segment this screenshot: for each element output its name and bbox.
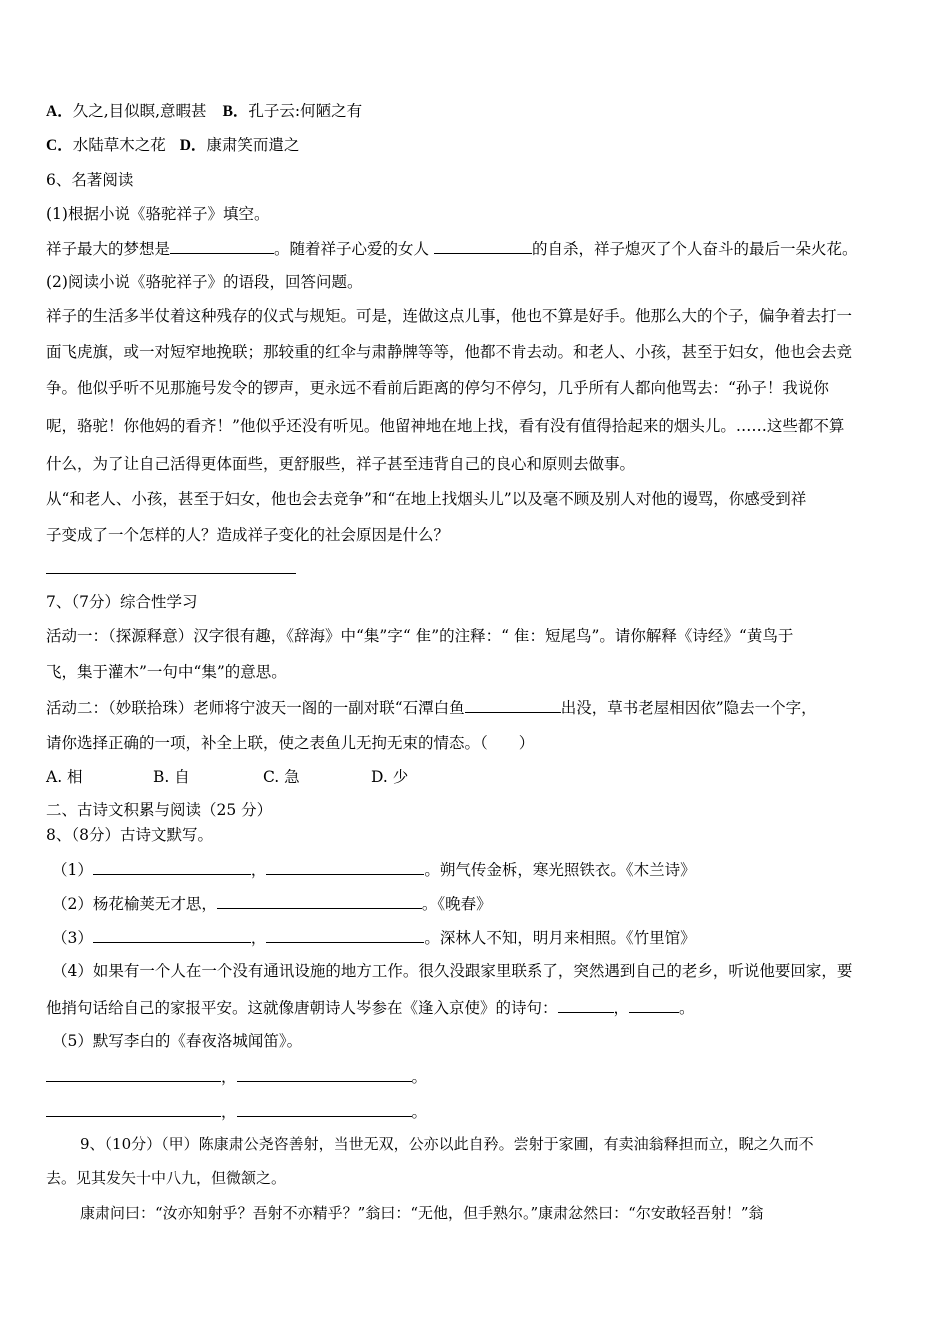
q7-activity2-c: 请你选择正确的一项，补全上联，使之表鱼儿无拘无束的情态。（ ）: [46, 734, 535, 752]
q7-title: 7、（7分）综合性学习: [46, 593, 198, 611]
q8-title: 8、（8分）古诗文默写。: [46, 826, 213, 844]
q7-activity2-b: 出没，草书老屋相因依”隐去一个字，: [560, 699, 817, 717]
separator: ，: [250, 929, 267, 947]
q8-item4-text: 他捎句话给自己的家报平安。这就像唐朝诗人岑参在《逢入京使》的诗句：: [46, 999, 558, 1017]
separator: ，: [221, 1103, 237, 1121]
q8-item4-line2: [46, 997, 695, 1018]
q7-options: [46, 767, 408, 787]
q6-part2: (2)阅读小说《骆驼祥子》的语段，回答问题。: [46, 273, 363, 291]
answer-blank[interactable]: [93, 927, 251, 943]
option-a-text: 久之,目似瞑,意暇甚: [72, 102, 207, 120]
option-a-label: A．: [46, 103, 73, 120]
option-c-label: C．: [46, 137, 73, 154]
q6-part1: (1)根据小说《骆驼祥子》填空。: [46, 205, 270, 223]
q6-question-line: 从“和老人、小孩，甚至于妇女，他也会去竞争”和“在地上找烟头儿”以及毫不顾及别人对他的谩骂，你感受到祥: [46, 490, 807, 508]
q8-item5-answer-row: [46, 1066, 427, 1087]
answer-blank[interactable]: [93, 859, 251, 875]
separator: ，: [613, 999, 630, 1017]
answer-blank[interactable]: [434, 238, 532, 254]
answer-blank[interactable]: [46, 1066, 221, 1082]
q5-option-row-ab: [46, 101, 362, 122]
q8-item5-answer-row: [46, 1101, 427, 1122]
period: 。: [411, 1068, 428, 1086]
q6-passage-line: 祥子的生活多半仗着这种残存的仪式与规矩。可是，连做这点儿事，他也不算是好手。他那么大的个子，偏争着去打一: [46, 307, 853, 325]
answer-blank[interactable]: [266, 927, 424, 943]
option-b-label: B．: [222, 103, 249, 120]
q8-item2-tail: 。《晚春》: [421, 895, 492, 913]
period: 。: [411, 1103, 428, 1121]
q7-activity2-line: [46, 697, 817, 718]
q7-option-b: B. 自: [153, 768, 190, 786]
option-c-text: 水陆草木之花: [72, 136, 166, 154]
q9-paragraph2-line: 康肃问曰：“汝亦知射乎？吾射不亦精乎？”翁曰：“无他，但手熟尔。”康肃忿然曰：“尔安敢轻吾射！”翁: [80, 1204, 764, 1222]
q6-passage-line: 面飞虎旗，或一对短窄地挽联；那较重的红伞与肃静牌等等，他都不肯去动。和老人、小孩，甚至于妇女，他也会去竞: [46, 343, 853, 361]
answer-blank[interactable]: [46, 1101, 221, 1117]
option-d-text: 康肃笑而遣之: [206, 136, 300, 154]
q9-paragraph1-line: 9、（10分）（甲）陈康肃公尧咨善射，当世无双，公亦以此自矜。尝射于家圃，有卖油翁释担而立，睨之久而不: [80, 1135, 814, 1153]
q6-passage-line: 争。他似乎听不见那施号发令的锣声，更永远不看前后距离的停匀不停匀，几乎所有人都向他骂去：“孙子！我说你: [46, 379, 829, 397]
q8-item2-label: （2）杨花榆荚无才思，: [52, 895, 217, 913]
option-b-text: 孔子云:何陋之有: [248, 102, 363, 120]
q8-item3: [52, 927, 696, 948]
q7-activity2-a: 活动二：（妙联拾珠）老师将宁波天一阁的一副对联“石潭白鱼: [46, 699, 465, 717]
q6-fill-a: 祥子最大的梦想是: [46, 240, 171, 258]
period: 。: [679, 999, 695, 1017]
q6-question-line: 子变成了一个怎样的人？造成祥子变化的社会原因是什么？: [46, 526, 450, 544]
answer-blank[interactable]: [237, 1066, 412, 1082]
q6-fill-b: 。随着祥子心爱的女人: [274, 240, 434, 258]
q8-item3-tail: 。深林人不知，明月来相照。《竹里馆》: [424, 929, 696, 947]
answer-blank[interactable]: [629, 997, 679, 1013]
q7-option-a: A. 相: [46, 768, 83, 786]
q9-paragraph1-line: 去。见其发矢十中八九，但微颔之。: [46, 1169, 287, 1187]
q8-item2: [52, 893, 492, 914]
option-d-label: D．: [179, 137, 207, 154]
separator: ，: [221, 1068, 237, 1086]
q7-activity1-line: 活动一：（探源释意）汉字很有趣，《辞海》中“集”字“ 隹”的注释：“ 隹：短尾鸟”。请你解释《诗经》“黄鸟于: [46, 627, 794, 645]
q8-item1-label: （1）: [52, 861, 93, 879]
q6-passage-line: 什么，为了让自己活得更体面些，更舒服些，祥子甚至违背自己的良心和原则去做事。: [46, 455, 636, 473]
q7-activity1-line: 飞，集于灌木”一句中“集”的意思。: [46, 663, 287, 681]
answer-line[interactable]: [46, 573, 296, 574]
answer-blank[interactable]: [465, 697, 561, 713]
q5-option-row-cd: [46, 135, 299, 156]
answer-blank[interactable]: [170, 238, 274, 254]
q7-option-d: D. 少: [371, 768, 409, 786]
q6-fill-line: [46, 238, 857, 259]
answer-blank[interactable]: [266, 859, 424, 875]
q8-item1: [52, 859, 696, 880]
q6-passage-line: 呢，骆驼！你他妈的看齐！”他似乎还没有听见。他留神地在地上找，看有没有值得拾起来的烟头儿。……这些都不算: [46, 417, 845, 435]
separator: ，: [250, 861, 267, 879]
answer-blank[interactable]: [217, 893, 422, 909]
q8-item3-label: （3）: [52, 929, 93, 947]
answer-blank[interactable]: [237, 1101, 412, 1117]
section-heading: 二、古诗文积累与阅读（25 分）: [46, 801, 273, 819]
q8-item4-line: （4）如果有一个人在一个没有通讯设施的地方工作。很久没跟家里联系了，突然遇到自己的老乡，听说他要回家，要: [52, 962, 853, 980]
q7-option-c: C. 急: [263, 768, 300, 786]
answer-blank[interactable]: [558, 997, 614, 1013]
q8-item1-tail: 。朔气传金柝，寒光照铁衣。《木兰诗》: [424, 861, 696, 879]
q6-fill-c: 的自杀，祥子熄灭了个人奋斗的最后一朵火花。: [531, 240, 858, 258]
q6-title: 6、名著阅读: [46, 171, 134, 189]
q8-item5: （5）默写李白的《春夜洛城闻笛》。: [52, 1032, 303, 1050]
